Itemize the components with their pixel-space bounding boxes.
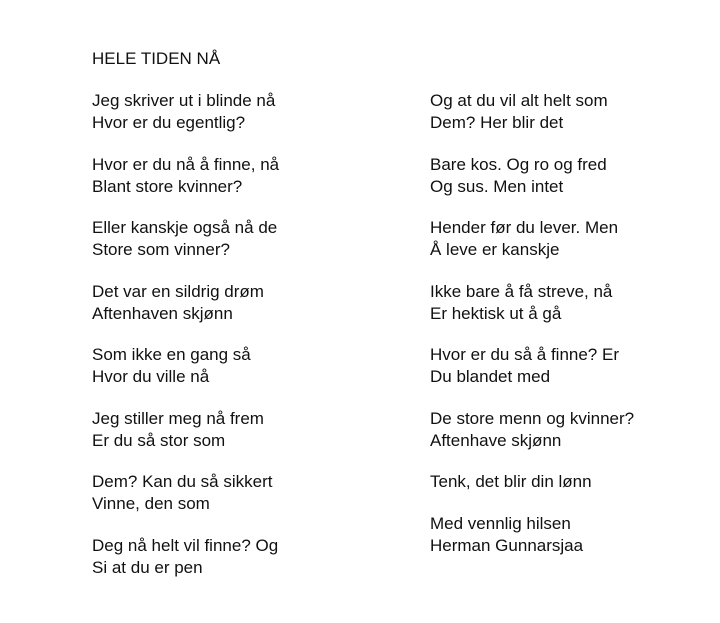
poem-line: Ikke bare å få streve, nå <box>430 281 613 301</box>
poem-line: Vinne, den som <box>92 494 210 513</box>
stanza <box>430 344 634 388</box>
poem-line: Jeg skriver ut i blinde nå <box>92 91 276 110</box>
stanza <box>92 535 279 579</box>
stanza <box>92 90 279 134</box>
poem-line: Dem? Her blir det <box>430 113 564 132</box>
poem-line: Deg nå helt vil finne? Og <box>92 535 279 555</box>
stanza <box>92 281 279 325</box>
stanza <box>430 217 634 261</box>
stanza <box>430 154 634 198</box>
poem-line: Tenk, det blir din lønn <box>430 472 592 491</box>
poem-line: Er hektisk ut å gå <box>430 303 562 323</box>
poem-line: Eller kanskje også nå de <box>92 218 278 237</box>
poem-line: Store som vinner? <box>92 240 230 259</box>
poem-line: Hvor er du nå å finne, nå <box>92 154 280 174</box>
stanza <box>430 408 634 452</box>
poem-line: Å leve er kanskje <box>430 240 560 259</box>
poem-line: Er du så stor som <box>92 430 226 450</box>
stanza <box>92 344 279 388</box>
poem-line: Hender før du lever. Men <box>430 218 619 237</box>
poem-line: Det var en sildrig drøm <box>92 281 264 301</box>
poem-line: Som ikke en gang så <box>92 345 251 364</box>
poem-line: Dem? Kan du så sikkert <box>92 472 273 491</box>
poem-line: Si at du er pen <box>92 557 203 577</box>
poem-line: Og sus. Men intet <box>430 176 564 196</box>
poem-line: Aftenhave skjønn <box>430 430 562 450</box>
stanza <box>92 217 279 261</box>
stanza <box>430 471 634 493</box>
stanza <box>430 513 634 557</box>
stanza <box>92 408 279 452</box>
stanza <box>92 471 279 515</box>
poem-line: Med vennlig hilsen <box>430 513 571 533</box>
poem-line: Og at du vil alt helt som <box>430 91 608 110</box>
poem-line: Hvor er du egentlig? <box>92 113 246 132</box>
poem-line: Bare kos. Og ro og fred <box>430 154 607 174</box>
stanza <box>430 90 634 134</box>
stanza <box>92 154 279 198</box>
poem-column-left <box>92 90 279 598</box>
stanza <box>430 281 634 325</box>
poem-line: Hvor er du så å finne? Er <box>430 345 619 364</box>
poem-line: De store menn og kvinner? <box>430 408 635 428</box>
poem-title: HELE TIDEN NÅ <box>92 49 221 68</box>
poem-column-right <box>430 90 634 576</box>
poem-line: Du blandet med <box>430 367 551 386</box>
poem-line: Hvor du ville nå <box>92 367 210 386</box>
poem-line: Aftenhaven skjønn <box>92 303 233 323</box>
poem-line: Jeg stiller meg nå frem <box>92 408 264 428</box>
poem-line: Blant store kvinner? <box>92 176 243 196</box>
poem-line: Herman Gunnarsjaa <box>430 535 584 555</box>
